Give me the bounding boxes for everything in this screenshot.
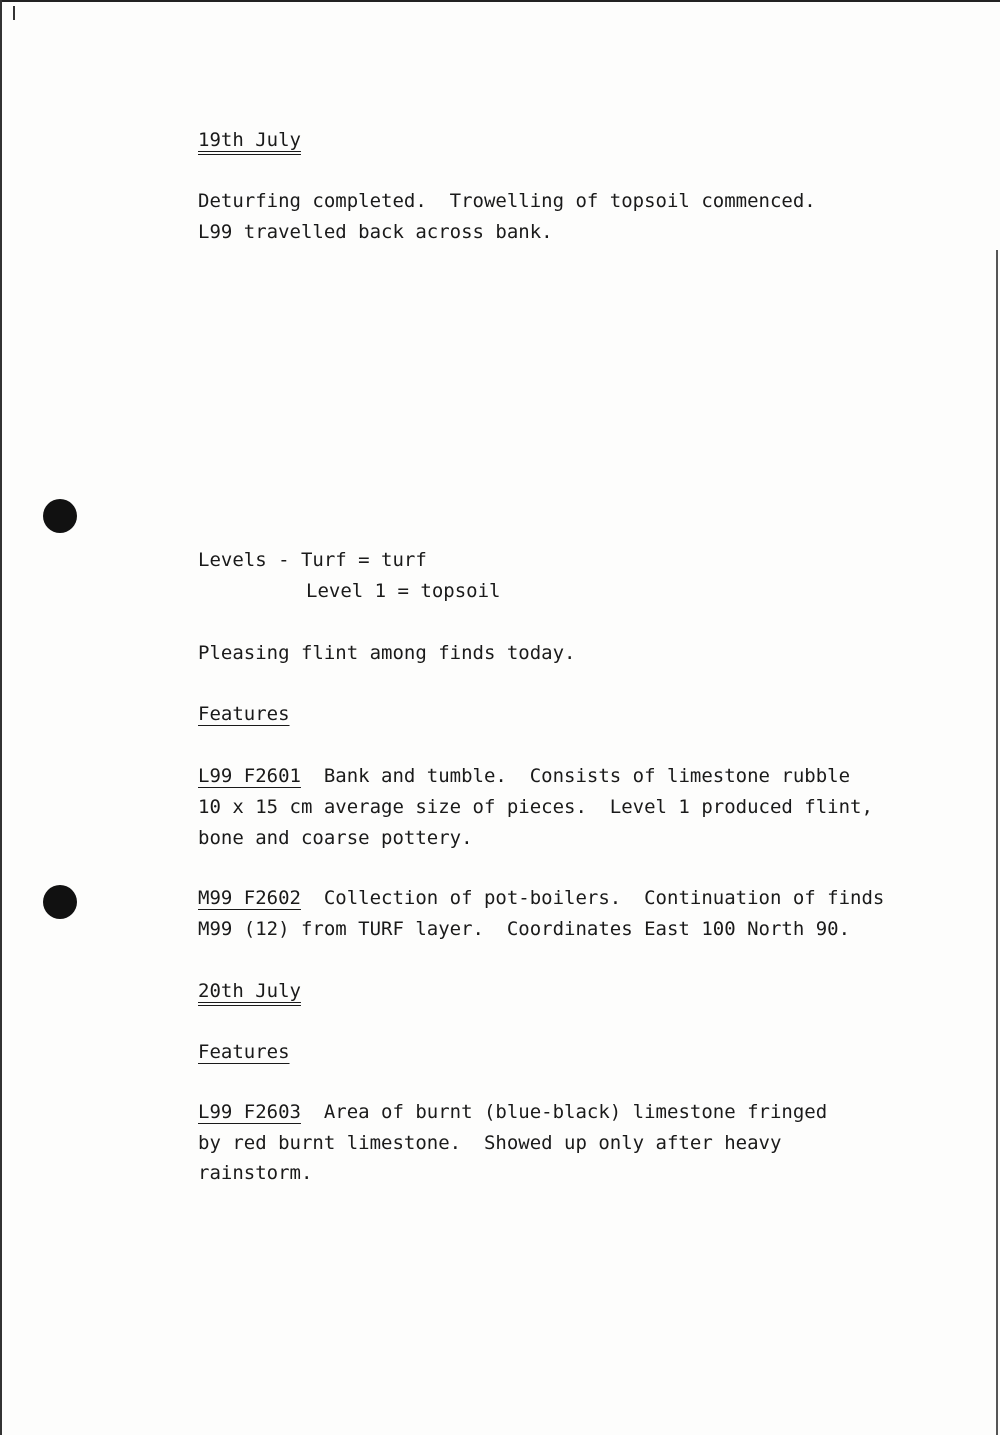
- finds-note: Pleasing flint among finds today.: [198, 642, 576, 664]
- features-heading-text-2: Features: [198, 1041, 290, 1063]
- levels-line-2: Level 1 = topsoil: [306, 580, 501, 602]
- features-heading-text: Features: [198, 703, 290, 725]
- punch-hole-bottom: [43, 885, 77, 919]
- page-edge-tick: [13, 6, 15, 20]
- page-edge-right: [996, 250, 998, 1435]
- feature-f2602-desc: Collection of pot-boilers. Continuation of finds: [300, 887, 885, 909]
- feature-f2602-line-1: [198, 886, 884, 910]
- feature-f2601-desc: Bank and tumble. Consists of limestone rubble: [300, 765, 851, 787]
- feature-f2601-line-1: [198, 764, 850, 788]
- levels-line-1: Levels - Turf = turf: [198, 549, 427, 571]
- deturfing-line-1: Deturfing completed. Trowelling of topsoil commenced.: [198, 190, 816, 212]
- feature-code-f2603: L99 F2603: [198, 1101, 301, 1123]
- date-heading-text-2: 20th July: [198, 980, 301, 1002]
- features-heading-1: [198, 702, 290, 726]
- feature-f2603-line-2: by red burnt limestone. Showed up only after heavy: [198, 1132, 782, 1154]
- page-edge-left: [0, 0, 2, 1435]
- deturfing-line-2: L99 travelled back across bank.: [198, 221, 553, 243]
- feature-f2602-line-2: M99 (12) from TURF layer. Coordinates East 100 North 90.: [198, 918, 851, 940]
- date-heading-text: 19th July: [198, 129, 301, 151]
- feature-code-f2601: L99 F2601: [198, 765, 301, 787]
- date-heading-20th-july: [198, 979, 301, 1003]
- feature-f2603-desc: Area of burnt (blue-black) limestone fringed: [300, 1101, 828, 1123]
- date-heading-19th-july: [198, 128, 301, 152]
- feature-code-f2602: M99 F2602: [198, 887, 301, 909]
- features-heading-2: [198, 1040, 290, 1064]
- punch-hole-top: [43, 499, 77, 533]
- feature-f2601-line-2: 10 x 15 cm average size of pieces. Level 1 produced flint,: [198, 796, 873, 818]
- page-edge-top: [0, 0, 1000, 2]
- feature-f2601-line-3: bone and coarse pottery.: [198, 827, 473, 849]
- feature-f2603-line-3: rainstorm.: [198, 1162, 313, 1184]
- feature-f2603-line-1: [198, 1100, 827, 1124]
